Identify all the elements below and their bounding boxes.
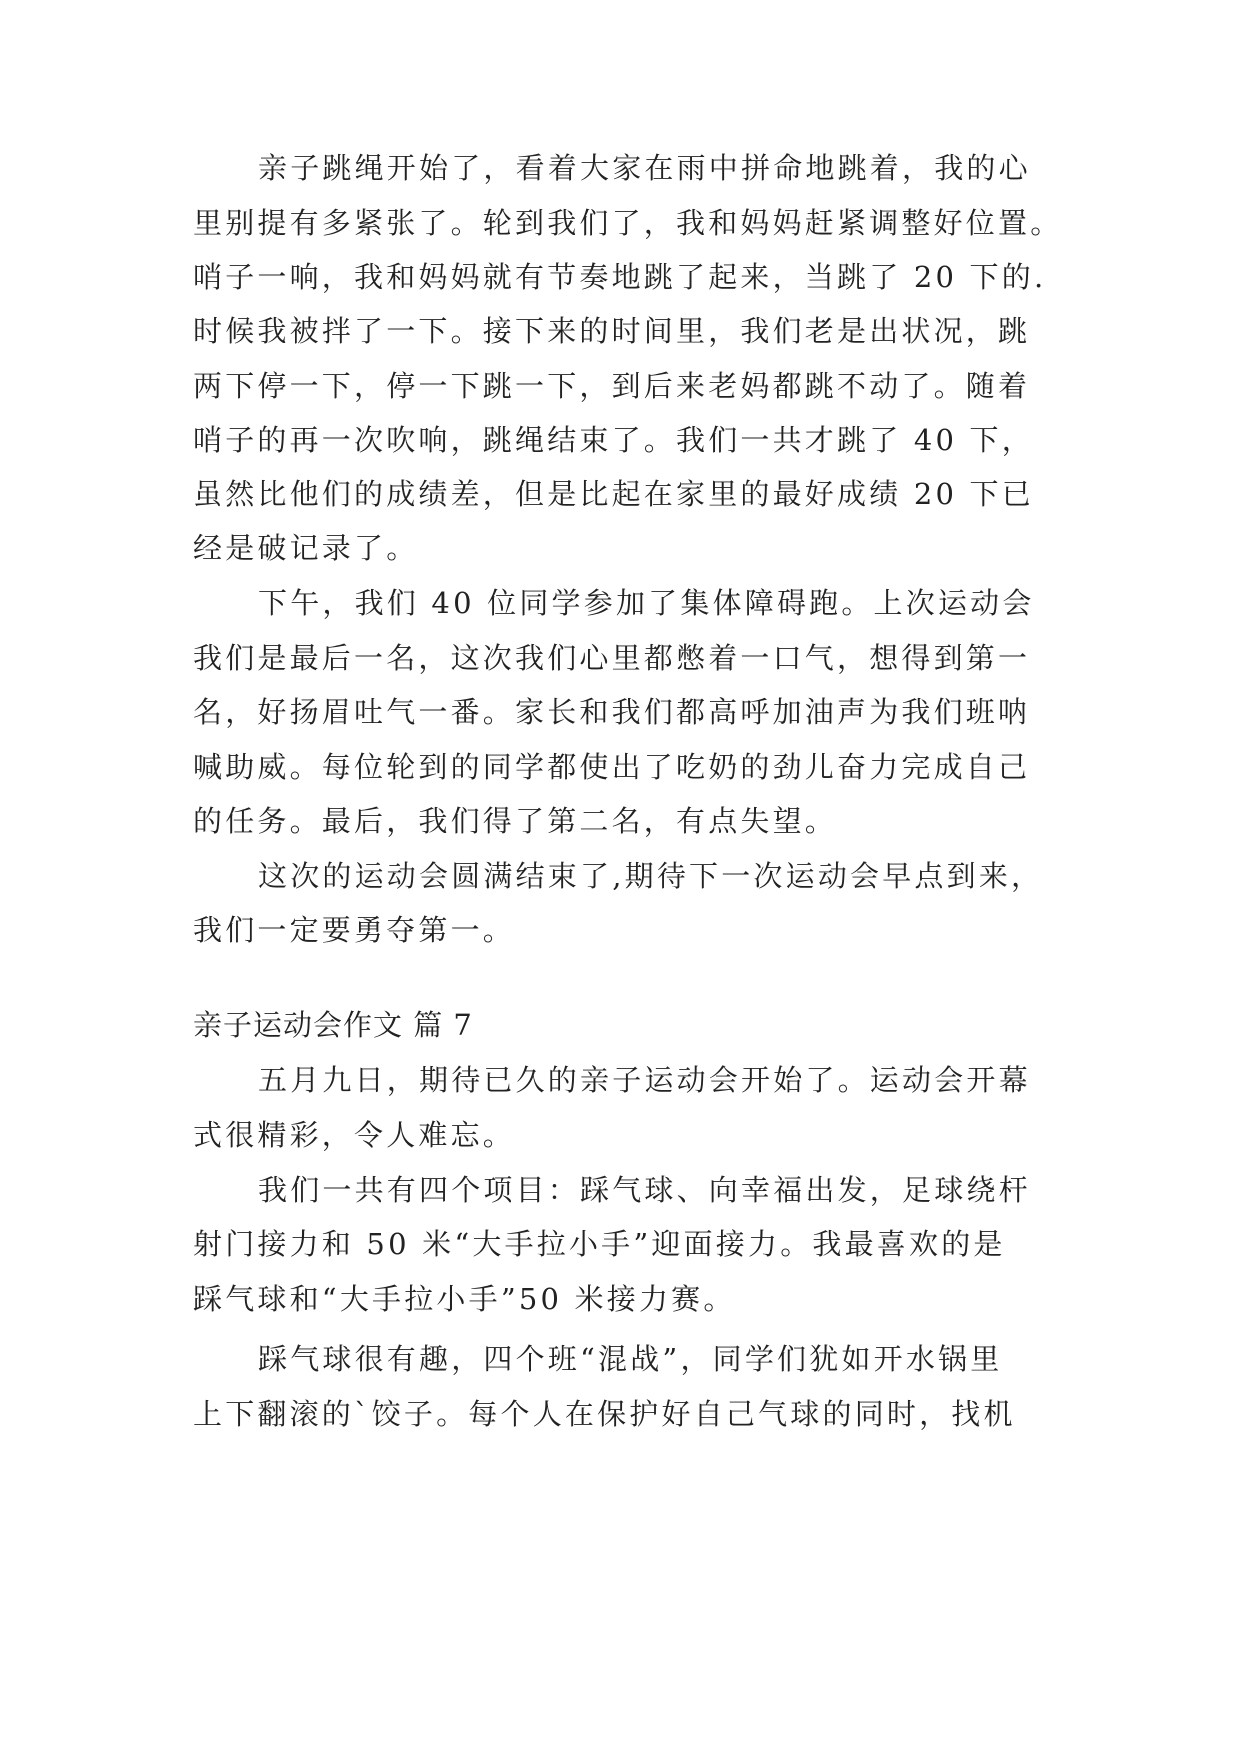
paragraph-line: 式很精彩，令人难忘。 (193, 1118, 516, 1152)
paragraph-line: 亲子跳绳开始了，看着大家在雨中拼命地跳着，我的心 (258, 151, 1031, 185)
paragraph-line: 踩气球很有趣，四个班“混战”，同学们犹如开水锅里 (258, 1342, 1003, 1376)
paragraph-line: 下午，我们 40 位同学参加了集体障碍跑。上次运动会 (258, 586, 1035, 620)
paragraph-line: 哨子的再一次吹响，跳绳结束了。我们一共才跳了 40 下， (193, 423, 1034, 457)
paragraph-line: 这次的运动会圆满结束了,期待下一次运动会早点到来， (258, 859, 1044, 893)
paragraph-line: 我们一共有四个项目：踩气球、向幸福出发，足球绕杆 (258, 1173, 1031, 1207)
paragraph-line: 哨子一响，我和妈妈就有节奏地跳了起来，当跳了 20 下的. (193, 260, 1047, 294)
paragraph-line: 两下停一下，停一下跳一下，到后来老妈都跳不动了。随着 (193, 369, 1031, 403)
paragraph-line: 名，好扬眉吐气一番。家长和我们都高呼加油声为我们班呐 (193, 695, 1031, 729)
paragraph-line: 我们一定要勇夺第一。 (193, 913, 516, 947)
paragraph-line: 五月九日，期待已久的亲子运动会开始了。运动会开幕 (258, 1063, 1031, 1097)
paragraph-line: 的任务。最后，我们得了第二名，有点失望。 (193, 804, 838, 838)
paragraph-line: 虽然比他们的成绩差，但是比起在家里的最好成绩 20 下已 (193, 477, 1034, 511)
paragraph-line: 上下翻滚的`饺子。每个人在保护好自己气球的同时，找机 (193, 1397, 1016, 1431)
paragraph-line: 里别提有多紧张了。轮到我们了，我和妈妈赶紧调整好位置。 (193, 206, 1063, 240)
section-heading: 亲子运动会作文 篇 7 (193, 1008, 473, 1042)
paragraph-line: 时候我被拌了一下。接下来的时间里，我们老是出状况，跳 (193, 314, 1031, 348)
paragraph-line: 射门接力和 50 米“大手拉小手”迎面接力。我最喜欢的是 (193, 1227, 1006, 1261)
paragraph-line: 喊助威。每位轮到的同学都使出了吃奶的劲儿奋力完成自己 (193, 750, 1031, 784)
paragraph-line: 我们是最后一名，这次我们心里都憋着一口气，想得到第一 (193, 641, 1031, 675)
paragraph-line: 踩气球和“大手拉小手”50 米接力赛。 (193, 1282, 736, 1316)
paragraph-line: 经是破记录了。 (193, 531, 419, 565)
